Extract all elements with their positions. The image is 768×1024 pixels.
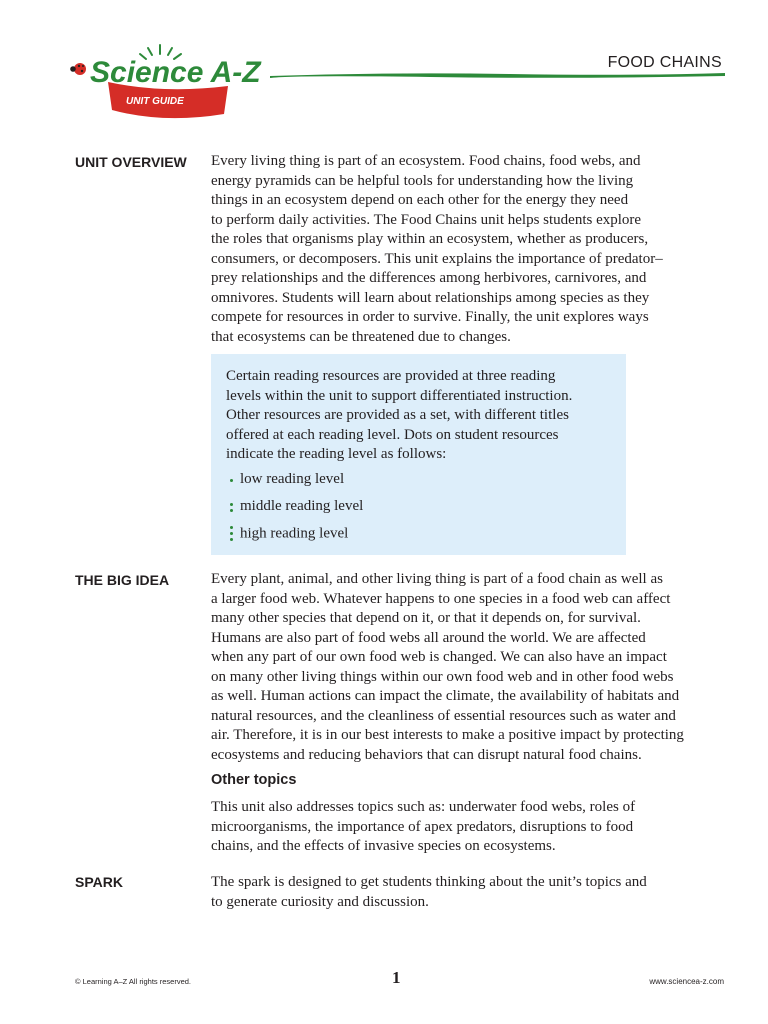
footer-copyright: © Learning A–Z All rights reserved.	[75, 977, 192, 986]
reading-level-text: Certain reading resources are provided at three reading levels within the unit to support differentiated instruction. Other resources are provided as a set, with different titles offered at each reading level. Dots on student resources indicate the reading level as follows:	[226, 368, 573, 462]
page-number: 1	[392, 968, 401, 987]
section-label-unit-overview: UNIT OVERVIEW	[75, 154, 187, 170]
header-brush-rule	[270, 70, 725, 80]
big-idea-text: Every plant, animal, and other living thing is part of a food chain as well as a larger food web. Whatever happens to one species in a food web can affect many other species that depend on it, or that it depends on, for survival. Humans are also part of food webs all around the world. We are affected when any part of our own food web is changed. We can also have an impact on many other living things within our own food web and in other food webs as well. Human actions can impact the climate, the availability of habitats and natural resources, and the cleanliness of essential resources such as water and air. Therefore, it is in our best interests to make a positive impact by protecting ecosystems and reducing behaviors that can disrupt natural food chains.	[211, 571, 684, 763]
reading-level-high: high reading level	[226, 525, 348, 543]
other-topics-heading: Other topics	[211, 772, 297, 788]
unit-title: FOOD CHAINS	[607, 54, 722, 71]
section-label-big-idea: THE BIG IDEA	[75, 572, 170, 588]
one-dot-icon	[226, 472, 240, 488]
unit-overview-text: Every living thing is part of an ecosystem. Food chains, food webs, and energy pyramids can be helpful tools for understanding how the living things in an ecosystem depend on each other for the energy they need to perform daily activities. The Food Chains unit helps students explore the roles that organisms play within an ecosystem, whether as producers, consumers, or decomposers. This unit explains the importance of predator– prey relationships and the differences among herbivores, carnivores, and omnivores. Students will learn about relationships among species as they compete for resources in order to survive. Finally, the unit explores ways that ecosystems can be threatened due to changes.	[211, 153, 663, 345]
logo-wordmark: Science A-Z	[90, 56, 261, 89]
reading-level-low: low reading level	[226, 471, 344, 488]
ladybug-icon	[70, 63, 86, 75]
other-topics-text: This unit also addresses topics such as: underwater food webs, roles of microorganisms, the importance of apex predators, disruptions to food chains, and the effects of invasive species on ecosystems.	[211, 799, 636, 854]
section-label-spark: SPARK	[75, 874, 123, 890]
science-az-logo	[68, 42, 273, 122]
logo-subtitle: UNIT GUIDE	[126, 96, 184, 107]
two-dots-icon	[226, 499, 240, 515]
footer-url[interactable]: www.sciencea-z.com	[649, 977, 724, 986]
spark-text: The spark is designed to get students thinking about the unit’s topics and to generate curiosity and discussion.	[211, 874, 647, 910]
reading-level-callout	[211, 354, 626, 555]
reading-level-middle: middle reading level	[226, 498, 363, 515]
three-dots-icon	[226, 525, 240, 543]
